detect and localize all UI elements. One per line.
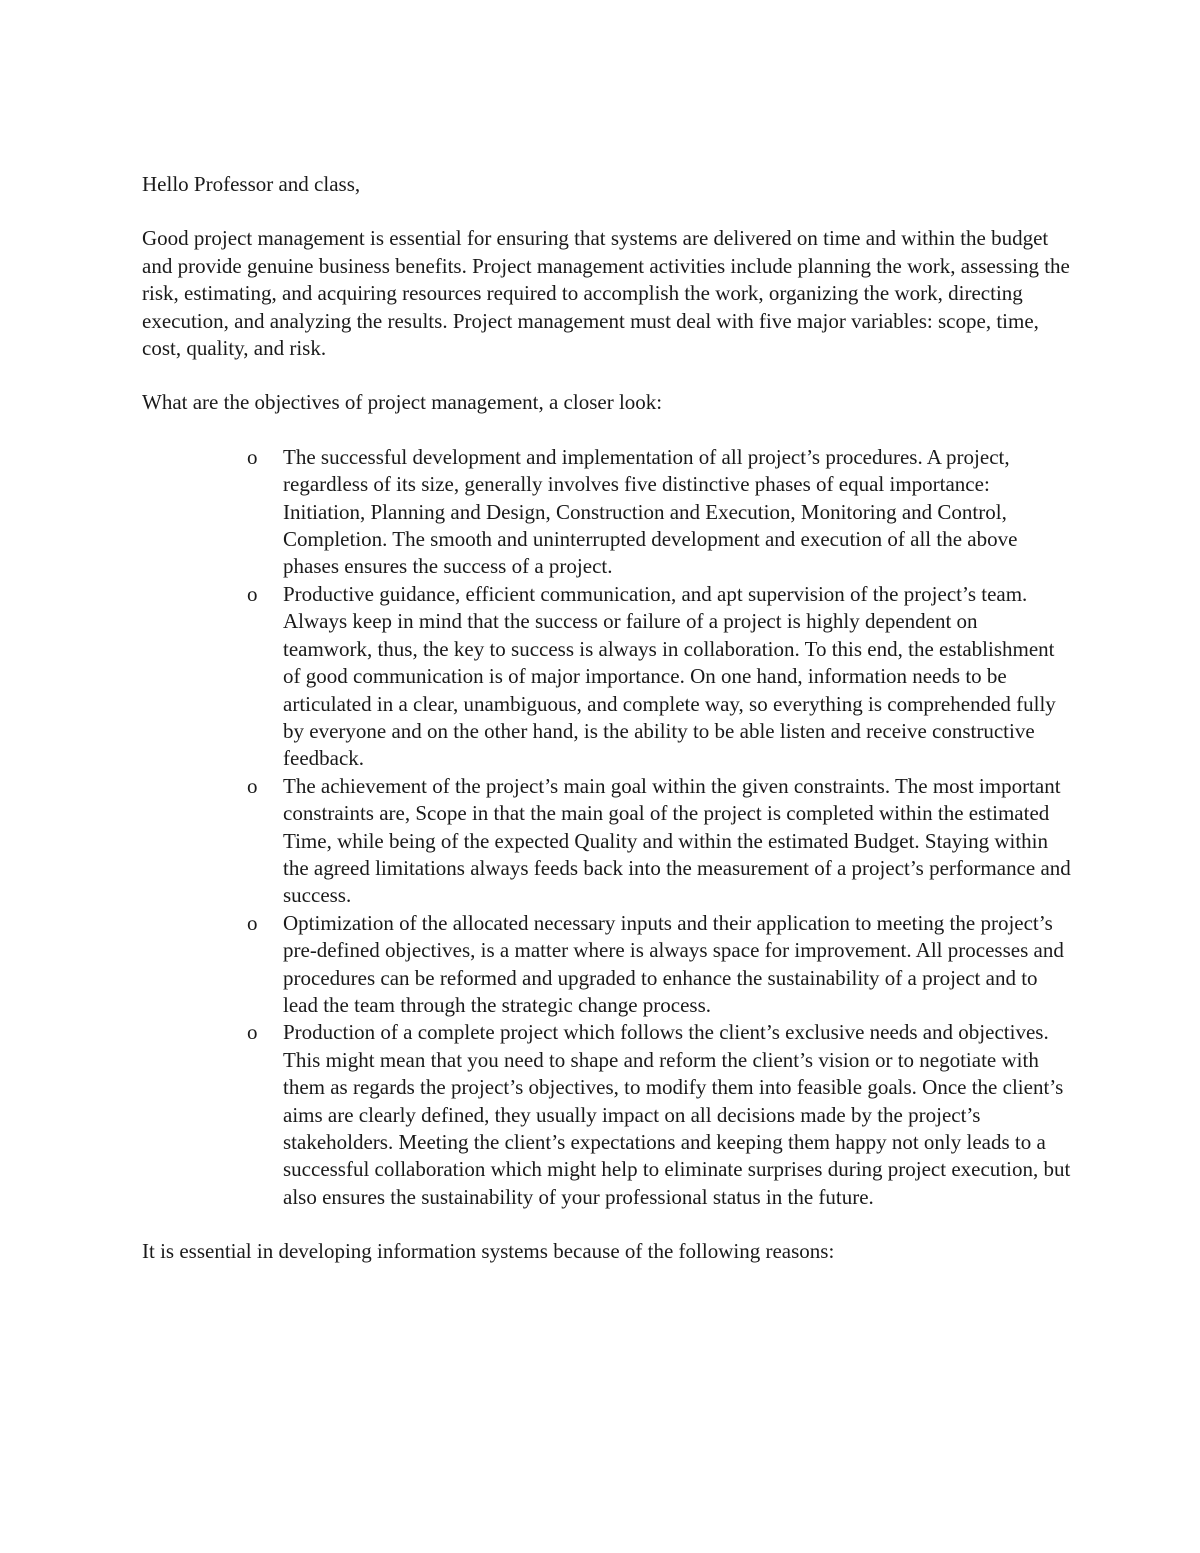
objective-text: Productive guidance, efficient communication, and apt supervision of the project’s team. Always keep in mind that the success or failure of a project is highly dependent on teamwork, thus, the key to success is always in collaboration. To this end, the establishment of good communication is of major importance. On one hand, information needs to be articulated in a clear, unambiguous, and complete way, so everything is comprehended fully by everyone and on the other hand, is the ability to be able listen and receive constructive feedback. [283, 581, 1056, 771]
objective-item [142, 910, 1072, 1020]
document-body [142, 171, 1072, 1266]
bullet-marker: o [247, 581, 258, 606]
objective-text: The achievement of the project’s main goal within the given constraints. The most important constraints are, Scope in that the main goal of the project is completed within the estimated Time, while being of the expected Quality and within the estimated Budget. Staying within the agreed limitations always feeds back into the measurement of a project’s performance and success. [283, 773, 1071, 908]
bullet-marker: o [247, 910, 258, 935]
bullet-marker: o [247, 444, 258, 469]
objective-item [142, 1019, 1072, 1211]
intro-paragraph: Good project management is essential for ensuring that systems are delivered on time and within the budget and provide genuine business benefits. Project management activities include planning the work, assessing the risk, estimating, and acquiring resources required to accomplish the work, organizing the work, directing execution, and analyzing the results. Project management must deal with five major variables: scope, time, cost, quality, and risk. [142, 226, 1070, 361]
bullet-marker: o [247, 1020, 258, 1045]
objectives-list [142, 444, 1072, 1211]
objective-item [142, 773, 1072, 910]
closing-paragraph: It is essential in developing information systems because of the following reasons: [142, 1239, 835, 1264]
objective-text: The successful development and implementation of all project’s procedures. A project, regardless of its size, generally involves five distinctive phases of equal importance: Initiation, Planning and Design, Construction and Execution, Monitoring and Control, Completion. The smooth and uninterrupted development and execution of all the above phases ensures the success of a project. [283, 444, 1018, 579]
objective-text: Production of a complete project which follows the client’s exclusive needs and objectives. This might mean that you need to shape and reform the client’s vision or to negotiate with them as regards the project’s objectives, to modify them into feasible goals. Once the client’s aims are clearly defined, they usually impact on all decisions made by the project’s stakeholders. Meeting the client’s expectations and keeping them happy not only leads to a successful collaboration which might help to eliminate surprises during project execution, but also ensures the sustainability of your professional status in the future. [283, 1020, 1071, 1209]
objectives-heading: What are the objectives of project management, a closer look: [142, 390, 663, 415]
greeting-paragraph: Hello Professor and class, [142, 172, 361, 196]
objective-item [142, 581, 1072, 773]
bullet-marker: o [247, 773, 258, 798]
objective-text: Optimization of the allocated necessary inputs and their application to meeting the project’s pre-defined objectives, is a matter where is always space for improvement. All processes and procedures can be reformed and upgraded to enhance the sustainability of a project and to lead the team through the strategic change process. [283, 910, 1064, 1017]
objective-item [142, 444, 1072, 581]
